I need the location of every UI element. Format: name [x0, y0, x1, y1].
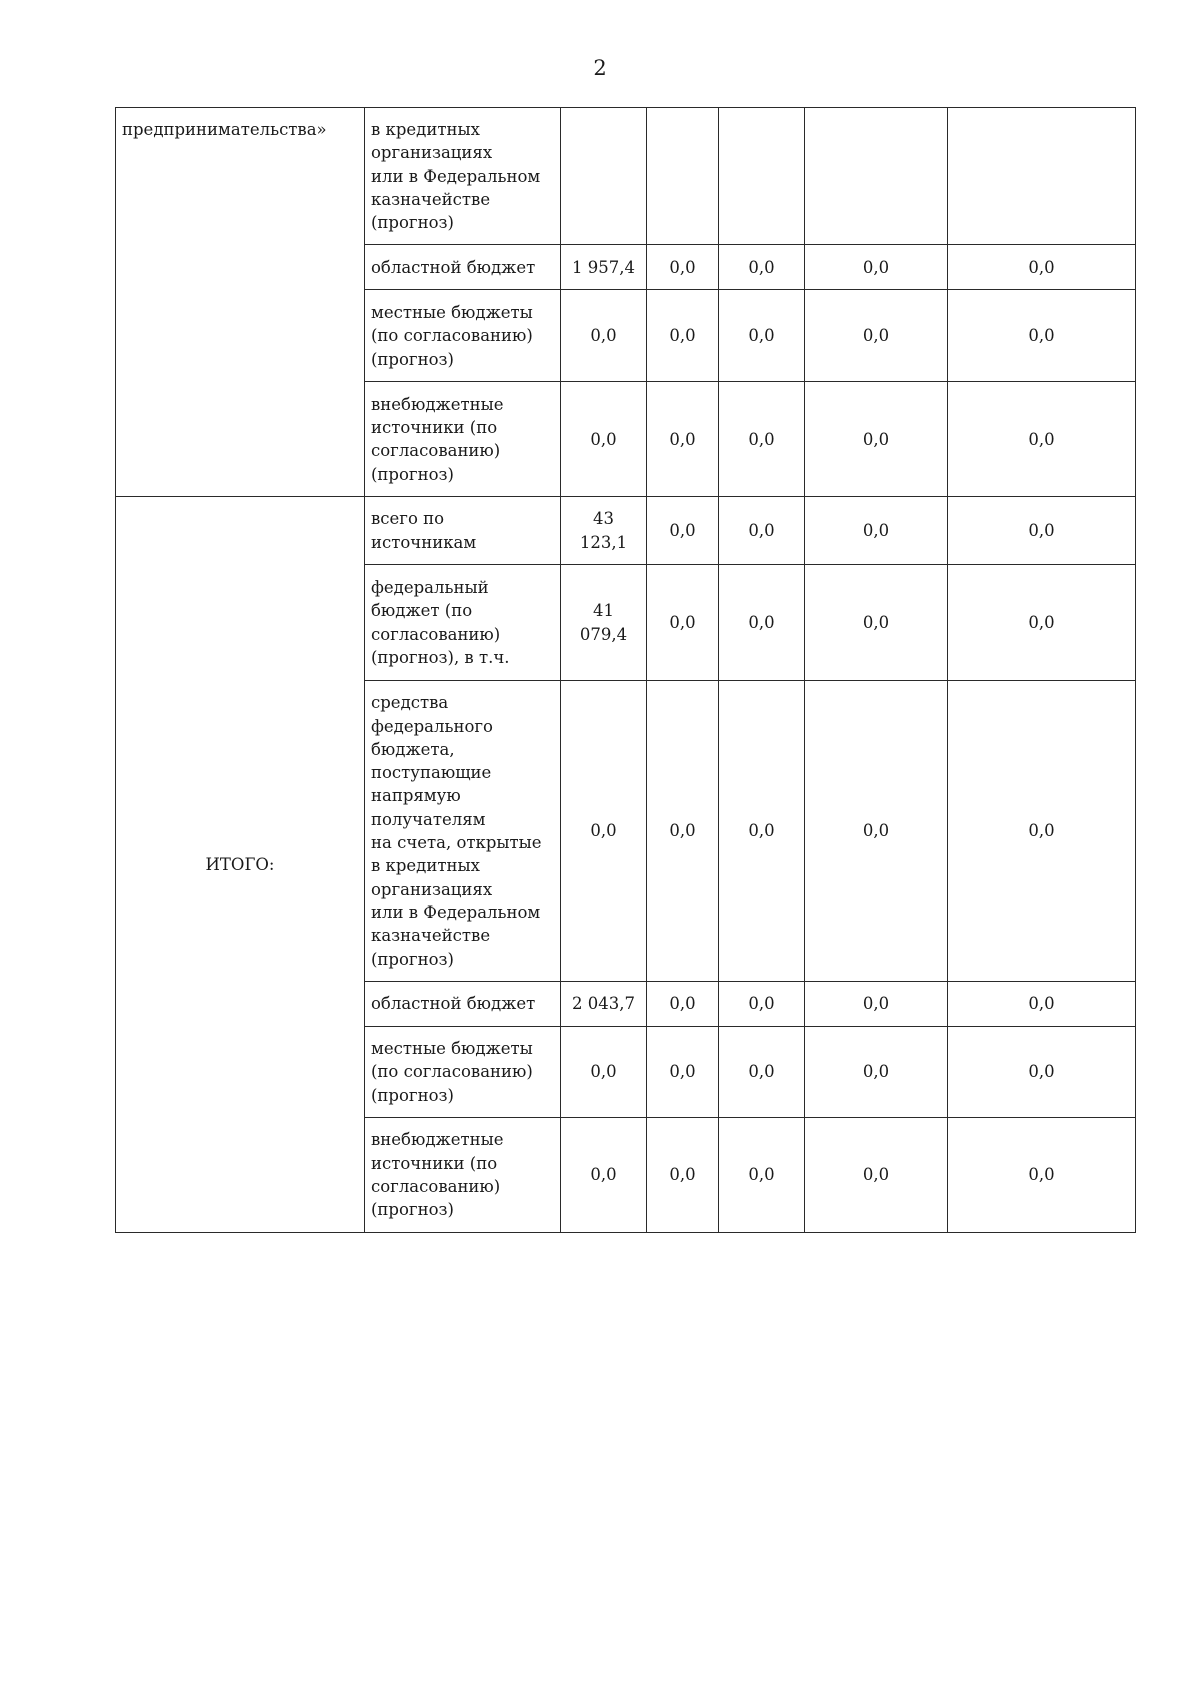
- source-line: местные бюджеты: [371, 303, 533, 323]
- source-line: областной бюджет: [371, 994, 536, 1014]
- source-line: (прогноз): [371, 1200, 454, 1220]
- source-line: согласованию): [371, 624, 501, 644]
- source-line: или в Федеральном: [371, 902, 541, 922]
- source-line: федеральный: [371, 577, 489, 597]
- source-line: федерального: [371, 716, 493, 736]
- value-cell: [719, 108, 805, 245]
- source-line: (по согласованию): [371, 1062, 533, 1082]
- value-cell: 0,0: [719, 382, 805, 497]
- source-cell: [365, 290, 561, 382]
- source-line: казначействе: [371, 926, 491, 946]
- value-cell: 0,0: [647, 245, 719, 290]
- source-line: областной бюджет: [371, 257, 536, 277]
- value-cell: [647, 108, 719, 245]
- source-line: поступающие: [371, 763, 492, 783]
- value-cell: 0,0: [948, 982, 1136, 1027]
- program-name-cell: предпринимательства»: [116, 108, 365, 497]
- source-line: организациях: [371, 143, 493, 163]
- value-cell: 0,0: [805, 245, 948, 290]
- source-cell: [365, 681, 561, 982]
- source-cell: [365, 245, 561, 290]
- value-cell: 0,0: [805, 565, 948, 681]
- source-line: (прогноз): [371, 464, 454, 484]
- source-line: внебюджетные: [371, 394, 504, 414]
- source-cell: [365, 497, 561, 565]
- value-cell: 0,0: [719, 982, 805, 1027]
- source-line: напрямую: [371, 786, 461, 806]
- source-cell: [365, 1118, 561, 1233]
- value-cell: 0,0: [647, 565, 719, 681]
- value-cell: 0,0: [805, 681, 948, 982]
- source-line: организациях: [371, 879, 493, 899]
- page-number: 2: [593, 56, 607, 80]
- value-cell: 1 957,4: [561, 245, 647, 290]
- value-cell: [948, 108, 1136, 245]
- value-cell: 0,0: [719, 290, 805, 382]
- funding-table-body: [116, 108, 1136, 1233]
- source-line: средства: [371, 693, 449, 713]
- value-cell: 0,0: [719, 565, 805, 681]
- value-cell: 0,0: [719, 1118, 805, 1233]
- value-cell: 0,0: [948, 382, 1136, 497]
- source-line: бюджет (по: [371, 601, 473, 621]
- value-cell: 0,0: [647, 290, 719, 382]
- source-line: (прогноз): [371, 1085, 454, 1105]
- value-cell: 0,0: [948, 245, 1136, 290]
- value-cell: 0,0: [948, 290, 1136, 382]
- value-cell: 0,0: [647, 1118, 719, 1233]
- value-cell: 0,0: [561, 290, 647, 382]
- value-cell: 0,0: [719, 497, 805, 565]
- value-cell: 0,0: [948, 1118, 1136, 1233]
- value-cell: 0,0: [647, 681, 719, 982]
- value-cell: 0,0: [805, 1118, 948, 1233]
- table-row: [116, 108, 1136, 245]
- value-cell: 0,0: [719, 1027, 805, 1118]
- source-line: в кредитных: [371, 120, 480, 139]
- value-cell: 0,0: [948, 681, 1136, 982]
- value-cell: 43 123,1: [561, 497, 647, 565]
- source-line: согласованию): [371, 1177, 501, 1197]
- value-cell: 0,0: [561, 382, 647, 497]
- value-cell: 0,0: [805, 497, 948, 565]
- value-cell: [805, 108, 948, 245]
- value-cell: 0,0: [719, 245, 805, 290]
- source-line: или в Федеральном: [371, 166, 541, 186]
- source-line: согласованию): [371, 441, 501, 461]
- value-cell: 0,0: [948, 565, 1136, 681]
- source-line: казначействе: [371, 189, 491, 209]
- source-line: (прогноз): [371, 213, 454, 233]
- source-cell: [365, 382, 561, 497]
- value-cell: 0,0: [561, 1118, 647, 1233]
- value-cell: 0,0: [948, 497, 1136, 565]
- source-line: (по согласованию): [371, 326, 533, 346]
- value-cell: 0,0: [805, 982, 948, 1027]
- value-cell: 0,0: [647, 382, 719, 497]
- source-line: источники (по: [371, 1153, 498, 1173]
- source-cell: [365, 982, 561, 1027]
- source-line: местные бюджеты: [371, 1039, 533, 1059]
- source-line: получателям: [371, 809, 486, 829]
- source-line: источники (по: [371, 418, 498, 438]
- source-line: (прогноз): [371, 349, 454, 369]
- value-cell: 0,0: [647, 497, 719, 565]
- value-cell: 0,0: [805, 1027, 948, 1118]
- table-row: [116, 497, 1136, 565]
- value-cell: 2 043,7: [561, 982, 647, 1027]
- source-line: бюджета,: [371, 739, 455, 759]
- source-cell: [365, 108, 561, 245]
- total-label-cell: ИТОГО:: [116, 497, 365, 1233]
- value-cell: 41 079,4: [561, 565, 647, 681]
- source-line: (прогноз), в т.ч.: [371, 647, 510, 667]
- source-cell: [365, 565, 561, 681]
- source-line: на счета, открытые: [371, 833, 542, 853]
- value-cell: [561, 108, 647, 245]
- funding-table: [115, 107, 1136, 1233]
- value-cell: 0,0: [647, 1027, 719, 1118]
- value-cell: 0,0: [805, 382, 948, 497]
- source-cell: [365, 1027, 561, 1118]
- source-line: (прогноз): [371, 949, 454, 969]
- value-cell: 0,0: [719, 681, 805, 982]
- value-cell: 0,0: [561, 681, 647, 982]
- value-cell: 0,0: [647, 982, 719, 1027]
- source-line: внебюджетные: [371, 1130, 504, 1150]
- source-line: в кредитных: [371, 856, 480, 876]
- source-line: всего по источникам: [371, 509, 477, 552]
- value-cell: 0,0: [948, 1027, 1136, 1118]
- value-cell: 0,0: [561, 1027, 647, 1118]
- value-cell: 0,0: [805, 290, 948, 382]
